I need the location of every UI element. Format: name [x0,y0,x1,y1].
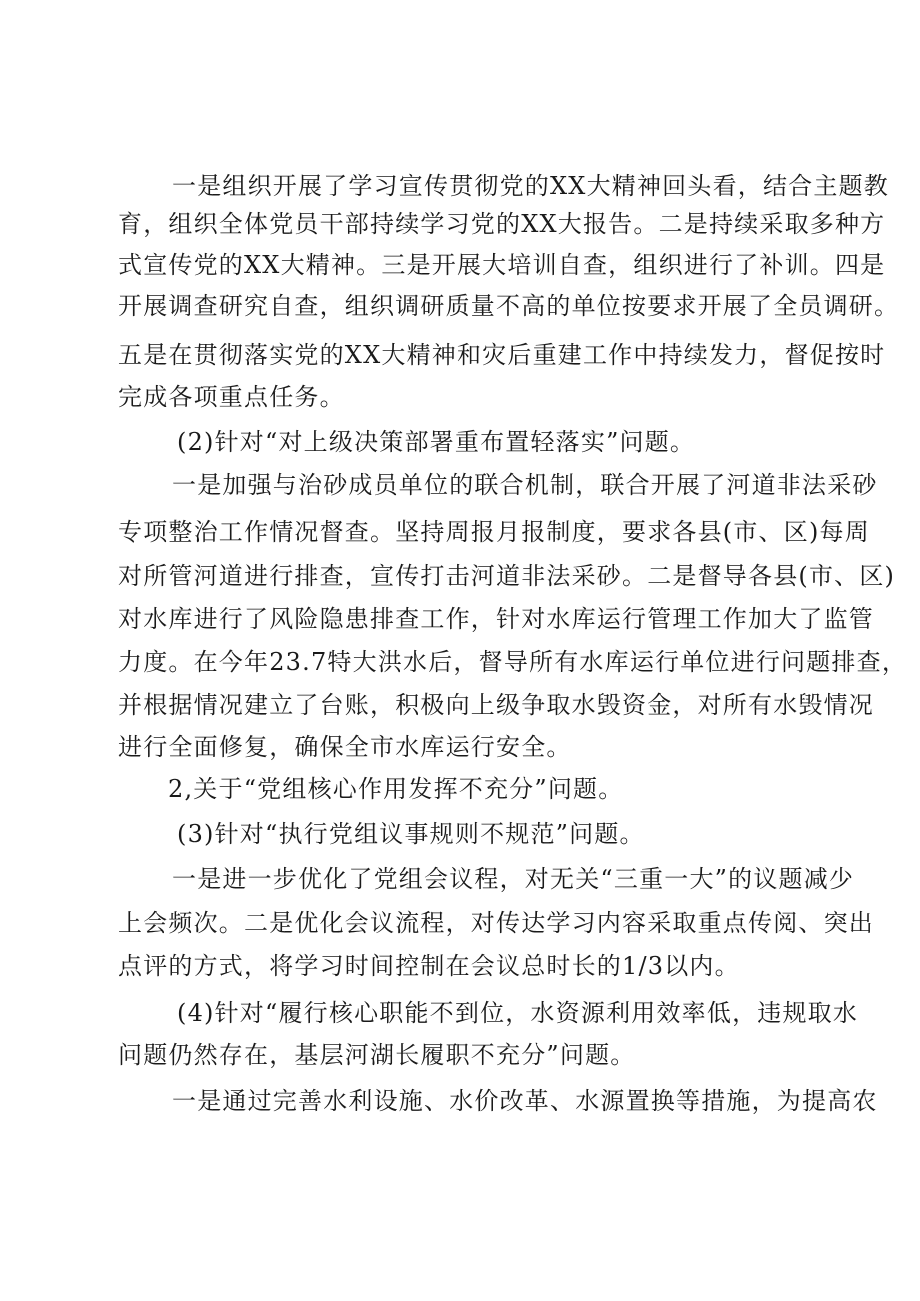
paragraph-3-line-2: 上会频次。二是优化会议流程，对传达学习内容采取重点传阅、突出 [118,909,874,937]
heading-item-3: (3)针对“执行党组议事规则不规范”问题。 [177,820,645,848]
paragraph-1-line-6: 完成各项重点任务。 [118,383,345,411]
paragraph-2-line-2: 专项整治工作情况督查。坚持周报月报制度，要求各县(市、区)每周 [118,518,870,546]
paragraph-1-line-3: 式宣传党的XX大精神。三是开展大培训自查，组织进行了补训。四是 [118,251,886,279]
paragraph-3-line-3: 点评的方式，将学习时间控制在会议总时长的1/3以内。 [118,952,740,980]
paragraph-2-line-3: 对所管河道进行排查，宣传打击河道非法采砂。二是督导各县(市、区) [118,562,896,590]
heading-item-2: (2)针对“对上级决策部署重布置轻落实”问题。 [177,428,696,456]
paragraph-1-line-4: 开展调查研究自查，组织调研质量不高的单位按要求开展了全员调研。 [118,292,900,320]
paragraph-2-line-5: 力度。在今年23.7特大洪水后，督导所有水库运行单位进行问题排查， [118,648,908,676]
section-2-heading: 2,关于“党组核心作用发挥不充分”问题。 [168,775,624,803]
paragraph-2-line-1: 一是加强与治砂成员单位的联合机制，联合开展了河道非法采砂 [172,471,878,499]
paragraph-1-line-1: 一是组织开展了学习宣传贯彻党的XX大精神回头看，结合主题教 [172,172,889,200]
heading-item-4-line-2: 问题仍然存在，基层河湖长履职不充分”问题。 [118,1041,636,1069]
paragraph-1-line-5: 五是在贯彻落实党的XX大精神和灾后重建工作中持续发力，督促按时 [118,341,886,369]
paragraph-2-line-7: 进行全面修复，确保全市水库运行安全。 [118,733,572,761]
paragraph-4-line-1: 一是通过完善水利设施、水价改革、水源置换等措施，为提高农 [172,1087,878,1115]
heading-item-4-line-1: (4)针对“履行核心职能不到位，水资源利用效率低，违规取水 [177,999,859,1027]
paragraph-2-line-4: 对水库进行了风险隐患排查工作，针对水库运行管理工作加大了监管 [118,605,874,633]
paragraph-2-line-6: 并根据情况建立了台账，积极向上级争取水毁资金，对所有水毁情况 [118,691,874,719]
paragraph-1-line-2: 育，组织全体党员干部持续学习党的XX大报告。二是持续采取多种方 [118,210,886,238]
paragraph-3-line-1: 一是进一步优化了党组会议程，对无关“三重一大”的议题减少 [172,865,855,893]
